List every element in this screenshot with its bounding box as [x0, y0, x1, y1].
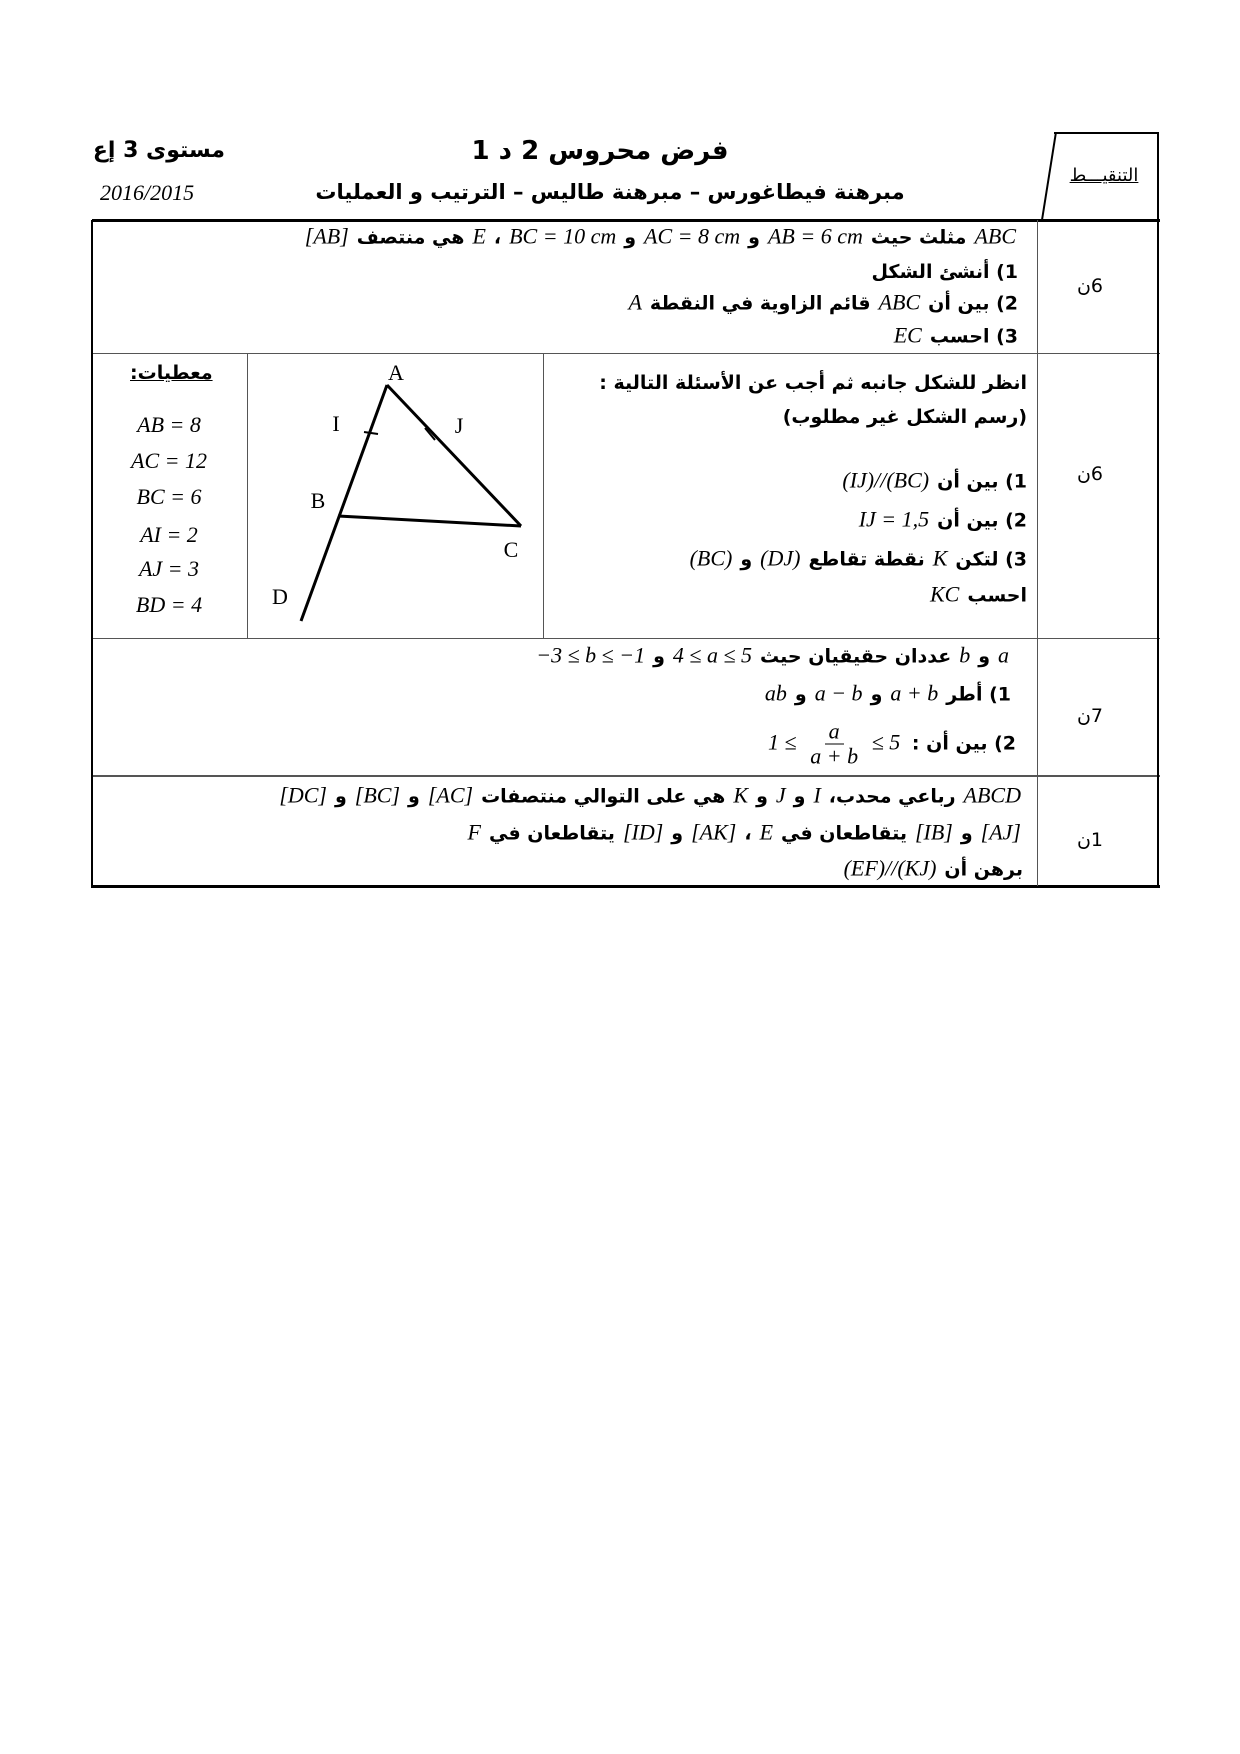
math-expression: a [998, 642, 1009, 668]
math-expression: [AK] [691, 819, 737, 845]
point-label-A: A [388, 360, 404, 385]
points-ex2: 6ن [1076, 463, 1104, 485]
text-segment: هي منتصف [356, 226, 465, 249]
math-expression: J [775, 782, 786, 808]
math-expression: K [932, 545, 948, 571]
inequality-left: 1 ≤ [768, 729, 797, 755]
math-expression: [IB] [914, 819, 953, 845]
text-segment: 3) لتكن [955, 548, 1027, 571]
text-segment: ، [744, 822, 752, 845]
text-segment: 1) بين أن [937, 470, 1027, 493]
math-expression: [DC] [279, 782, 327, 808]
math-expression: a − b [814, 680, 863, 706]
text-segment: احسب [967, 584, 1027, 607]
text-segment: و [748, 226, 760, 249]
math-expression: b [959, 642, 971, 668]
text-segment: و [794, 683, 807, 706]
math-expression: [AC] [427, 782, 474, 808]
given-value: BD = 4 [135, 592, 203, 617]
point-label-J: J [454, 413, 464, 438]
math-expression: EC [893, 322, 922, 348]
math-expression: ABCD [963, 782, 1021, 808]
text-segment: 2) بين أن [928, 292, 1018, 315]
math-expression: E [759, 819, 774, 845]
fraction-numerator: a [825, 720, 844, 745]
text-segment: و [978, 645, 990, 668]
text-segment: و [960, 822, 973, 845]
math-expression: −3 ≤ b ≤ −1 [536, 642, 646, 668]
math-expression: ab [764, 680, 787, 706]
math-expression: a + b [890, 680, 939, 706]
math-expression: KC [929, 581, 960, 607]
text-segment: و [870, 683, 883, 706]
math-expression: A [628, 289, 642, 315]
text-segment: يتقاطعان في [488, 822, 615, 845]
grading-header: التنقيـــط [1069, 165, 1139, 186]
point-label-D: D [272, 584, 288, 609]
inequality-right: ≤ 5 [871, 729, 901, 755]
text-segment: 1) أنشئ الشكل [871, 261, 1018, 283]
school-year: 2016/2015 [100, 180, 195, 205]
math-expression: ABC [974, 223, 1016, 249]
text-segment: و [671, 822, 684, 845]
math-expression: [AB] [304, 223, 349, 249]
math-expression: F [467, 819, 481, 845]
level-label: مستوى 3 إع [92, 138, 225, 163]
givens-title: معطيات: [130, 362, 213, 384]
math-expression: (BC) [689, 545, 733, 571]
math-expression: 4 ≤ a ≤ 5 [672, 642, 753, 668]
given-value: AC = 12 [131, 448, 207, 473]
text-segment: انظر للشكل جانبه ثم أجب عن الأسئلة التالية : [599, 372, 1027, 394]
math-expression: ABC [878, 289, 921, 315]
math-expression: E [472, 223, 486, 249]
text-segment: عددان حقيقيان حيث [760, 645, 952, 668]
math-expression: IJ = 1,5 [858, 506, 930, 532]
segment-AC [387, 385, 521, 526]
text-segment: 2) بين أن [937, 509, 1027, 532]
text-segment: برهن أن [944, 858, 1023, 881]
text-segment: قائم الزاوية في النقطة [649, 292, 871, 315]
math-expression: AB = 6 cm [767, 223, 863, 249]
given-value: BC = 6 [136, 484, 202, 509]
math-expression: (DJ) [760, 545, 801, 571]
tick-I [364, 432, 378, 434]
text-segment: و [408, 785, 420, 808]
fraction-denominator: a + b [810, 743, 859, 769]
text-segment: يتقاطعان في [781, 822, 907, 845]
given-value: AB = 8 [137, 412, 201, 437]
math-expression: [AJ] [980, 819, 1021, 845]
text-segment: 1) أطر [946, 683, 1011, 706]
text-segment: و [740, 548, 753, 571]
given-value: AJ = 3 [138, 556, 200, 581]
point-label-B: B [310, 488, 326, 513]
text-segment: 3) احسب [929, 325, 1018, 348]
text-segment: نقطة تقاطع [808, 548, 925, 571]
point-label-I: I [332, 411, 340, 436]
segment-BC [338, 516, 521, 526]
text-segment: مثلث حيث [870, 226, 967, 249]
text-segment: رباعي محدب، [828, 785, 956, 808]
points-ex1: 6ن [1076, 275, 1104, 297]
math-expression: AC = 8 cm [644, 223, 741, 249]
text-segment: و [756, 785, 768, 808]
text-segment: و [793, 785, 806, 808]
math-expression: BC = 10 cm [509, 223, 617, 249]
points-ex4: 1ن [1076, 829, 1104, 851]
text-segment: و [653, 645, 665, 668]
given-value: AI = 2 [140, 522, 198, 547]
point-label-C: C [503, 537, 519, 562]
exam-title: فرض محروس 2 د 1 [471, 136, 729, 166]
text-segment: و [334, 785, 347, 808]
math-expression: (EF)//(KJ) [843, 855, 937, 881]
text-segment: هي على التوالي منتصفات [481, 785, 726, 808]
math-expression: [BC] [354, 782, 401, 808]
text-segment: و [624, 226, 637, 249]
math-expression: (IJ)//(BC) [842, 467, 930, 493]
text-segment: ، [493, 226, 502, 249]
math-expression: [ID] [622, 819, 664, 845]
math-expression: K [733, 782, 749, 808]
points-ex3: 7ن [1076, 705, 1104, 727]
text-segment: (رسم الشكل غير مطلوب) [782, 406, 1027, 428]
math-expression: I [813, 782, 821, 808]
question-label: 2) بين أن : [911, 732, 1016, 755]
exam-subtitle: مبرهنة فيطاغورس – مبرهنة طاليس – الترتيب و العمليات [315, 180, 905, 204]
